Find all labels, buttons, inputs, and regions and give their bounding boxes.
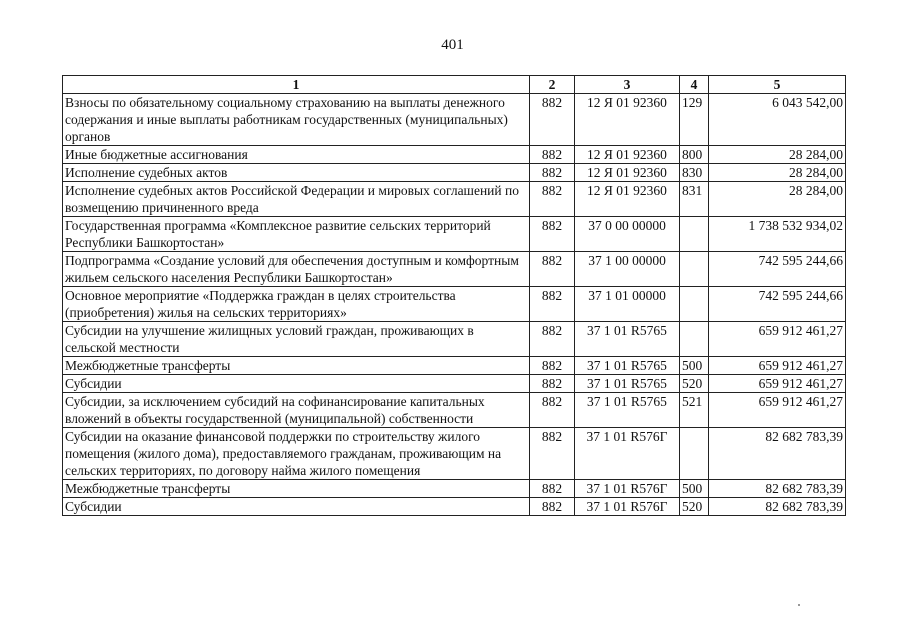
row-expense-kind-cell: 520 [680,498,709,516]
row-target-article-cell: 37 0 00 00000 [575,217,680,252]
row-ministry-code-cell: 882 [530,375,575,393]
row-amount-cell: 82 682 783,39 [709,480,846,498]
row-name-cell: Иные бюджетные ассигнования [63,146,530,164]
row-name-cell: Основное мероприятие «Поддержка граждан в целях строительства (приобретения) жилья на сельских территориях» [63,287,530,322]
page-number: 401 [441,37,464,53]
row-amount-cell: 6 043 542,00 [709,94,846,146]
row-target-article-cell: 37 1 01 R576Г [575,428,680,480]
table-row [63,182,846,217]
row-expense-kind-cell [680,217,709,252]
row-name-cell: Субсидии [63,375,530,393]
row-amount-cell: 659 912 461,27 [709,375,846,393]
table-row [63,287,846,322]
header-col-2: 2 [530,76,575,94]
table-row [63,357,846,375]
row-target-article-cell: 37 1 01 00000 [575,287,680,322]
row-target-article-cell: 37 1 01 R5765 [575,393,680,428]
header-col-5: 5 [709,76,846,94]
row-amount-cell: 659 912 461,27 [709,357,846,375]
table-row [63,393,846,428]
row-ministry-code-cell: 882 [530,217,575,252]
row-ministry-code-cell: 882 [530,252,575,287]
row-name-cell: Исполнение судебных актов Российской Федерации и мировых соглашений по возмещению причиненного вреда [63,182,530,217]
row-ministry-code-cell: 882 [530,146,575,164]
row-name-cell: Субсидии на оказание финансовой поддержки по строительству жилого помещения (жилого дома), предоставляемого гражданам, проживающим на сельских территориях, по договору найма жилого помещения [63,428,530,480]
row-ministry-code-cell: 882 [530,322,575,357]
row-target-article-cell: 37 1 01 R5765 [575,322,680,357]
row-amount-cell: 659 912 461,27 [709,322,846,357]
row-target-article-cell: 37 1 01 R576Г [575,498,680,516]
row-amount-cell: 82 682 783,39 [709,428,846,480]
row-name-cell: Субсидии [63,498,530,516]
row-amount-cell: 28 284,00 [709,164,846,182]
row-ministry-code-cell: 882 [530,94,575,146]
table-row [63,146,846,164]
row-name-cell: Государственная программа «Комплексное развитие сельских территорий Республики Башкортостан» [63,217,530,252]
row-target-article-cell: 12 Я 01 92360 [575,146,680,164]
row-ministry-code-cell: 882 [530,164,575,182]
table-row [63,252,846,287]
row-expense-kind-cell [680,322,709,357]
table-row [63,322,846,357]
table-row [63,94,846,146]
row-target-article-cell: 37 1 01 R5765 [575,357,680,375]
row-expense-kind-cell: 500 [680,357,709,375]
row-expense-kind-cell [680,287,709,322]
row-name-cell: Исполнение судебных актов [63,164,530,182]
row-expense-kind-cell: 831 [680,182,709,217]
row-expense-kind-cell: 129 [680,94,709,146]
row-ministry-code-cell: 882 [530,182,575,217]
row-target-article-cell: 12 Я 01 92360 [575,182,680,217]
row-target-article-cell: 37 1 01 R576Г [575,480,680,498]
row-target-article-cell: 37 1 00 00000 [575,252,680,287]
header-col-3: 3 [575,76,680,94]
row-ministry-code-cell: 882 [530,393,575,428]
header-col-4: 4 [680,76,709,94]
row-ministry-code-cell: 882 [530,428,575,480]
row-expense-kind-cell: 830 [680,164,709,182]
row-name-cell: Субсидии на улучшение жилищных условий граждан, проживающих в сельской местности [63,322,530,357]
row-expense-kind-cell: 521 [680,393,709,428]
row-name-cell: Субсидии, за исключением субсидий на софинансирование капитальных вложений в объекты государственной (муниципальной) собственности [63,393,530,428]
table-row [63,217,846,252]
row-target-article-cell: 37 1 01 R5765 [575,375,680,393]
row-expense-kind-cell [680,252,709,287]
row-amount-cell: 1 738 532 934,02 [709,217,846,252]
row-amount-cell: 28 284,00 [709,146,846,164]
table-row [63,480,846,498]
row-amount-cell: 742 595 244,66 [709,252,846,287]
row-name-cell: Межбюджетные трансферты [63,480,530,498]
row-target-article-cell: 12 Я 01 92360 [575,164,680,182]
row-name-cell: Взносы по обязательному социальному страхованию на выплаты денежного содержания и иные выплаты работникам государственных (муниципальных) органов [63,94,530,146]
row-name-cell: Подпрограмма «Создание условий для обеспечения доступным и комфортным жильем сельского населения Республики Башкортостан» [63,252,530,287]
table-row [63,164,846,182]
table-row [63,498,846,516]
row-target-article-cell: 12 Я 01 92360 [575,94,680,146]
table-row [63,428,846,480]
row-expense-kind-cell [680,428,709,480]
row-expense-kind-cell: 500 [680,480,709,498]
row-ministry-code-cell: 882 [530,498,575,516]
row-amount-cell: 82 682 783,39 [709,498,846,516]
row-ministry-code-cell: 882 [530,480,575,498]
table-row [63,375,846,393]
row-amount-cell: 659 912 461,27 [709,393,846,428]
row-expense-kind-cell: 800 [680,146,709,164]
scan-dot [798,604,800,606]
header-col-1: 1 [63,76,530,94]
row-amount-cell: 28 284,00 [709,182,846,217]
row-ministry-code-cell: 882 [530,287,575,322]
row-ministry-code-cell: 882 [530,357,575,375]
row-name-cell: Межбюджетные трансферты [63,357,530,375]
budget-table [62,75,846,516]
row-expense-kind-cell: 520 [680,375,709,393]
row-amount-cell: 742 595 244,66 [709,287,846,322]
table-header-row [63,76,846,94]
